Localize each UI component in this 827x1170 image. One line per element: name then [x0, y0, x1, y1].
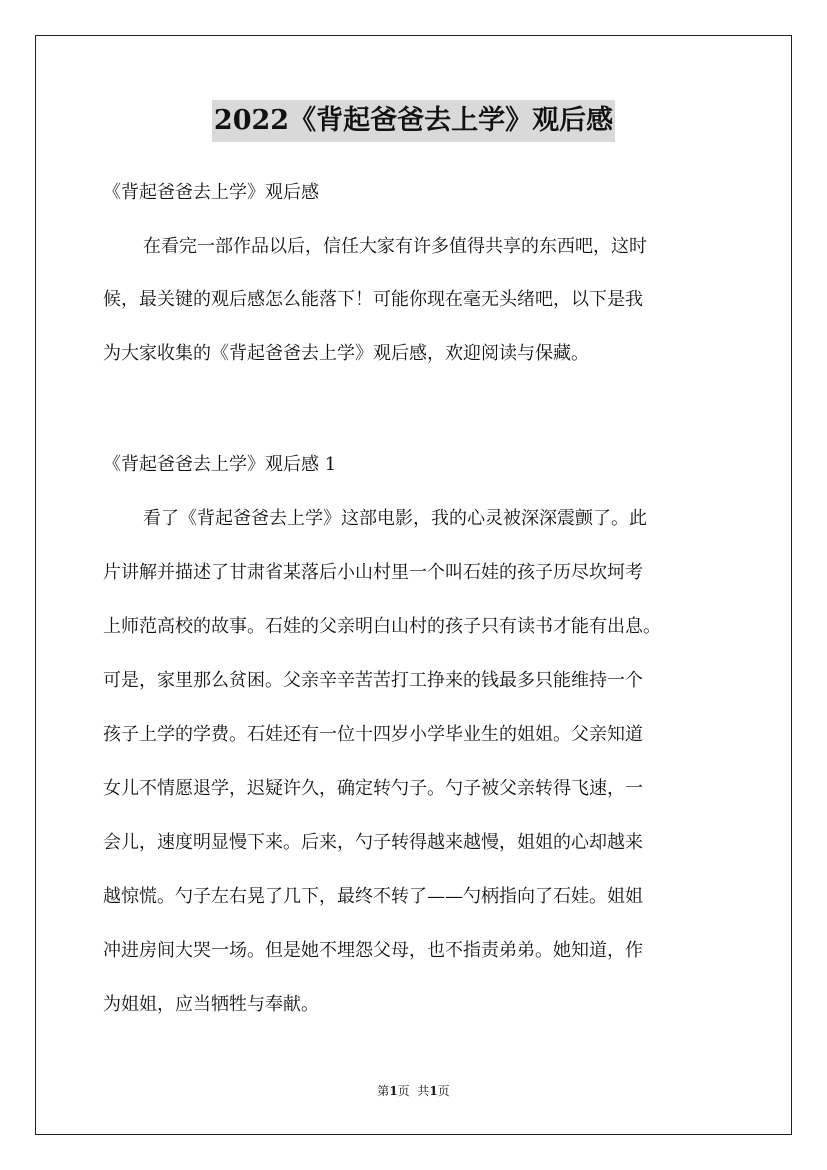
intro-heading: 《背起爸爸去上学》观后感 — [103, 182, 319, 203]
section1-line-1: 看了《背起爸爸去上学》这部电影，我的心灵被深深震颤了。此 — [143, 508, 647, 529]
section1-heading: 《背起爸爸去上学》观后感 1 — [103, 454, 337, 475]
footer-page-prefix: 第 — [377, 1084, 390, 1098]
section1-line-7: 会儿，速度明显慢下来。后来，勺子转得越来越慢，姐姐的心却越来 — [103, 832, 643, 853]
intro-line-1: 在看完一部作品以后，信任大家有许多值得共享的东西吧，这时 — [143, 236, 647, 257]
page-footer — [0, 1082, 827, 1100]
section1-line-3: 上师范高校的故事。石娃的父亲明白山村的孩子只有读书才能有出息。 — [103, 616, 661, 637]
title-container — [0, 100, 827, 142]
footer-page-mid: 页 共 — [397, 1084, 430, 1098]
section1-line-8: 越惊慌。勺子左右晃了几下，最终不转了——勺柄指向了石娃。姐姐 — [103, 886, 643, 907]
section1-line-6: 女儿不情愿退学，迟疑许久，确定转勺子。勺子被父亲转得飞速，一 — [103, 778, 643, 799]
section1-line-2: 片讲解并描述了甘肃省某落后小山村里一个叫石娃的孩子历尽坎坷考 — [103, 562, 643, 583]
footer-page-suffix: 页 — [437, 1084, 450, 1098]
section1-line-9: 冲进房间大哭一场。但是她不埋怨父母，也不指责弟弟。她知道，作 — [103, 940, 643, 961]
section1-line-4: 可是，家里那么贫困。父亲辛辛苦苦打工挣来的钱最多只能维持一个 — [103, 670, 643, 691]
intro-line-3: 为大家收集的《背起爸爸去上学》观后感，欢迎阅读与保藏。 — [103, 343, 589, 364]
section1-line-5: 孩子上学的学费。石娃还有一位十四岁小学毕业生的姐姐。父亲知道 — [103, 724, 643, 745]
footer-page-total: 1 — [429, 1084, 438, 1098]
footer-page-current: 1 — [389, 1084, 398, 1098]
document-title: 2022《背起爸爸去上学》观后感 — [212, 100, 615, 142]
intro-line-2: 候，最关键的观后感怎么能落下！可能你现在毫无头绪吧，以下是我 — [103, 289, 643, 310]
section1-line-10: 为姐姐，应当牺牲与奉献。 — [103, 994, 319, 1015]
